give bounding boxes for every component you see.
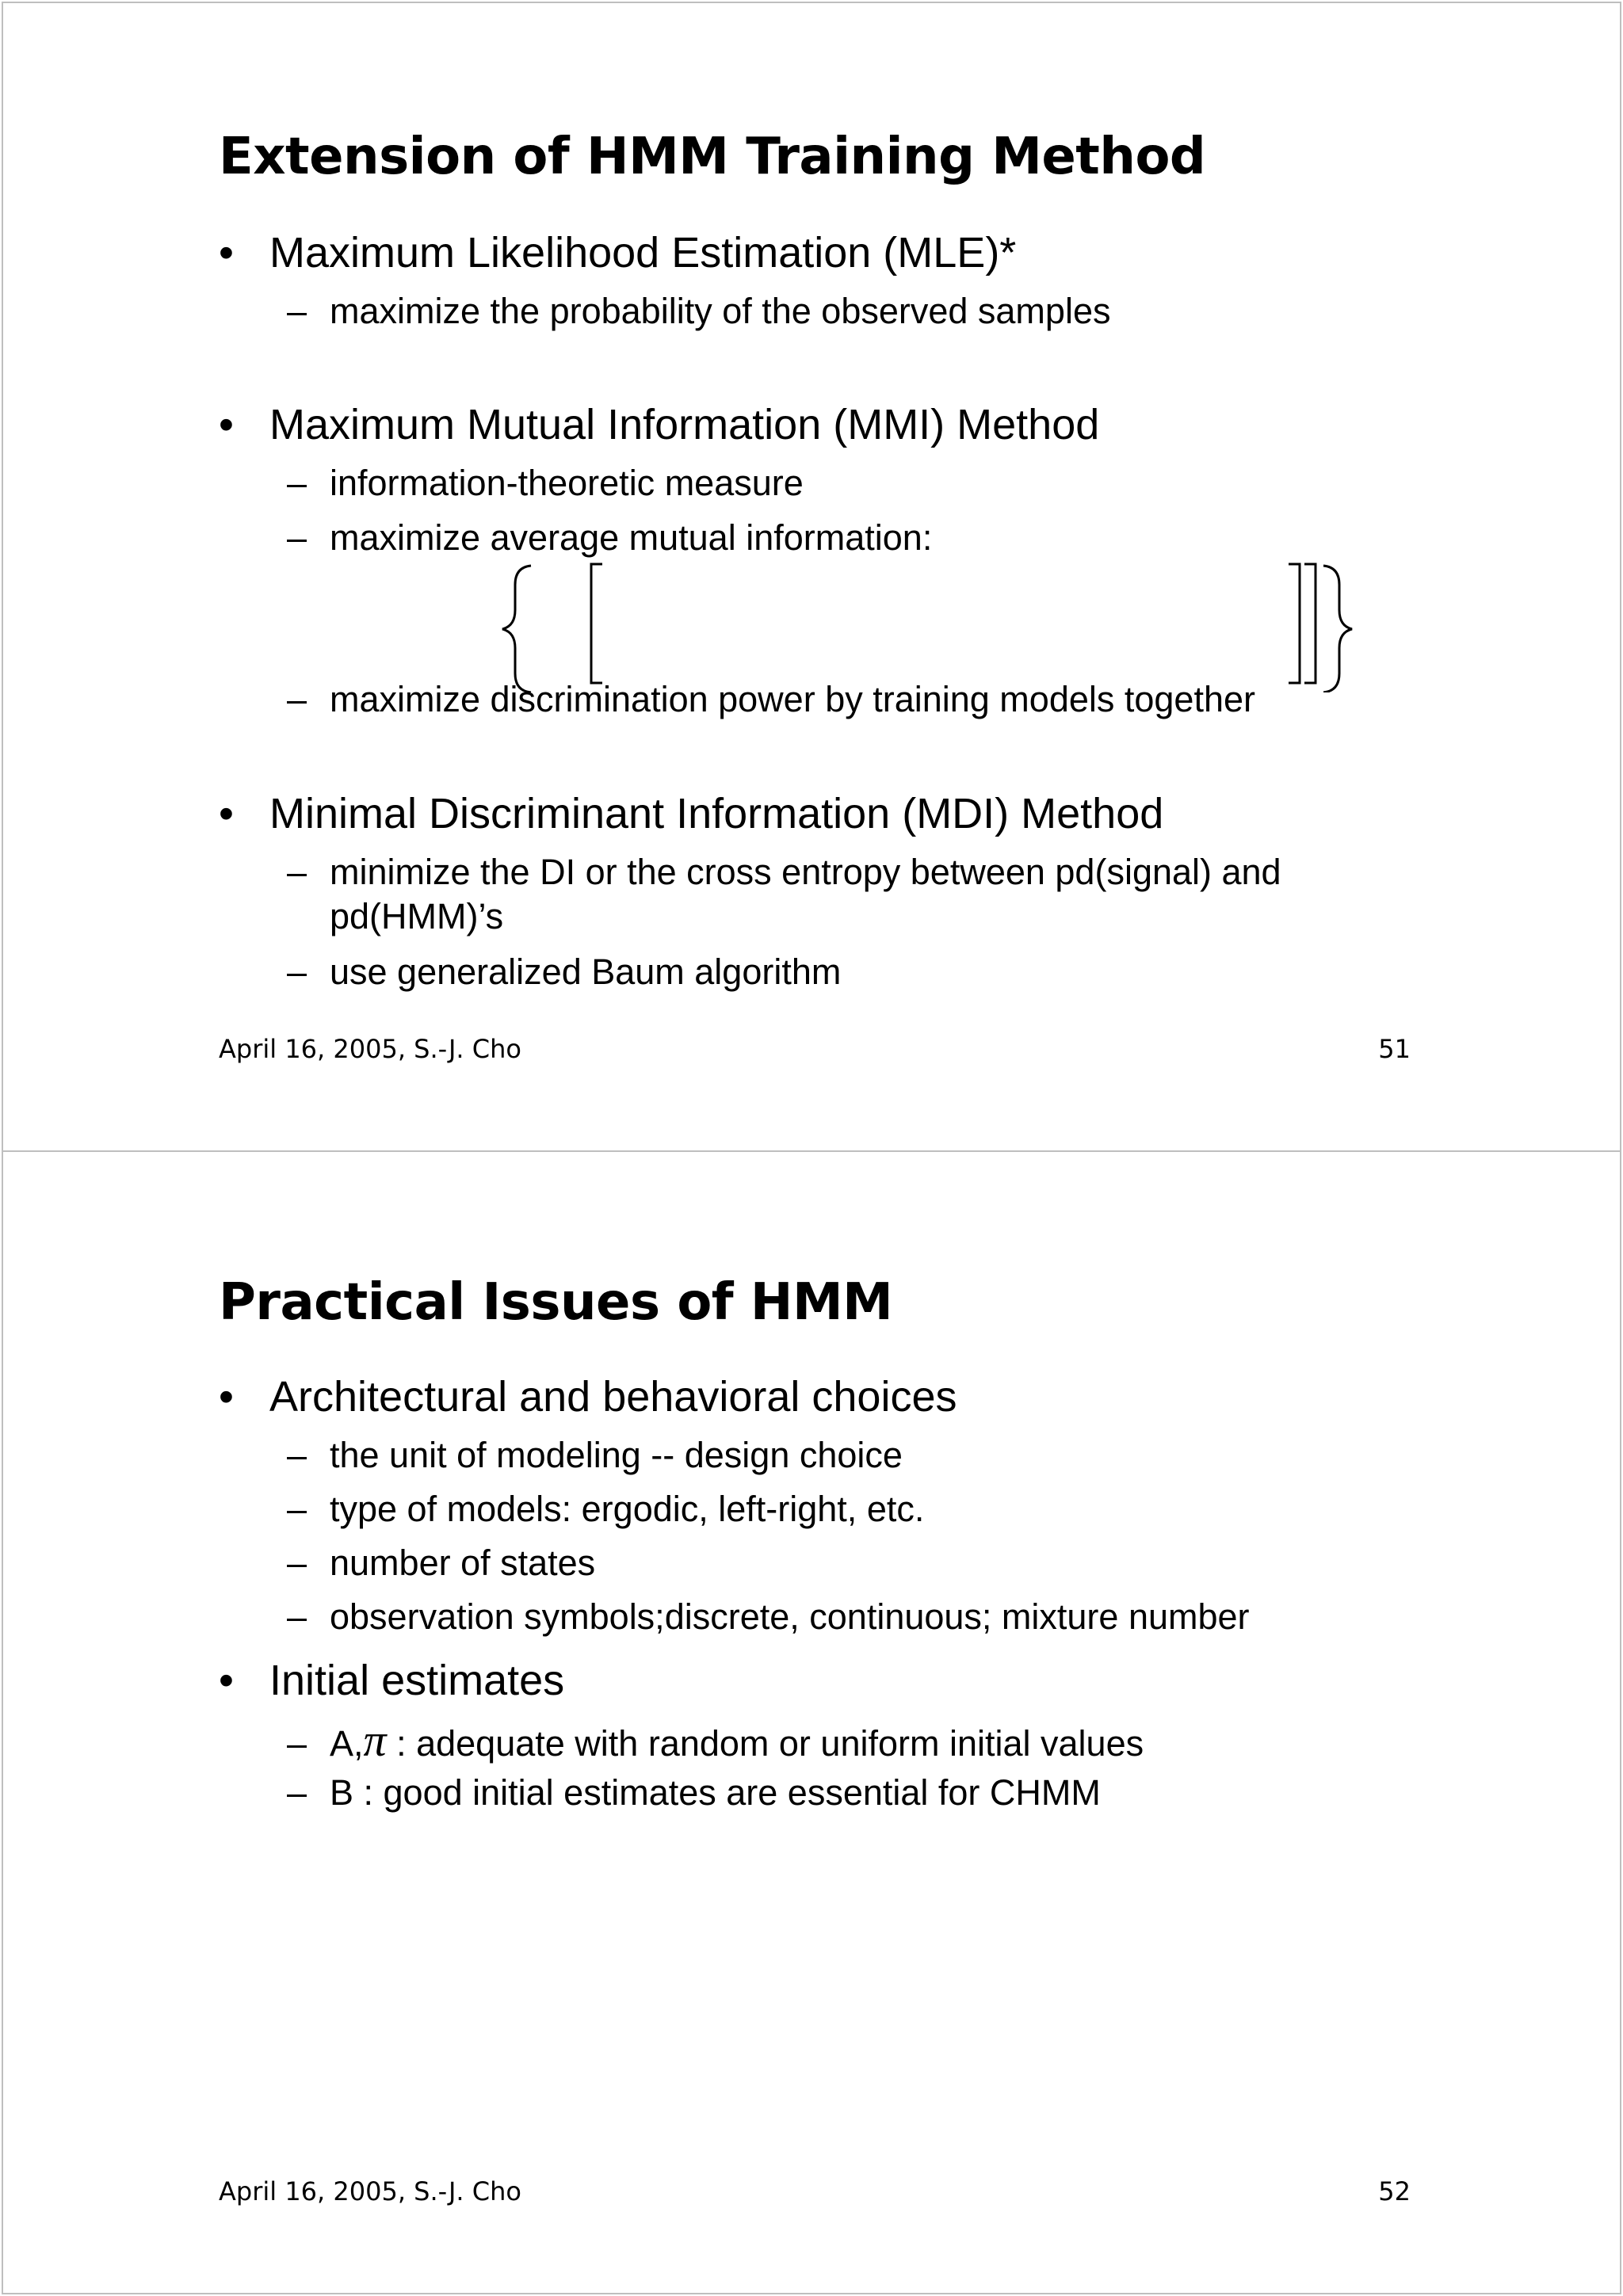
dash-glyph: –	[287, 1596, 307, 1637]
bullet-glyph: •	[219, 1657, 234, 1704]
sub-bullet	[287, 517, 933, 558]
sub-bullet	[287, 681, 1255, 717]
sub-bullet	[287, 1596, 1250, 1637]
bullet-text: Maximum Mutual Information (MMI) Method	[269, 401, 1100, 448]
bullet-glyph: •	[219, 1373, 234, 1421]
sub-bullet-text: maximize discrimination power by training models together	[330, 679, 1256, 719]
dash-glyph: –	[287, 1435, 307, 1475]
bullet-text: Initial estimates	[269, 1657, 565, 1704]
bullet-mmi	[219, 403, 1099, 446]
bullet-text: Maximum Likelihood Estimation (MLE)*	[269, 229, 1017, 277]
dash-glyph: –	[287, 1723, 307, 1764]
dash-glyph: –	[287, 1772, 307, 1813]
sub-bullet-text: observation symbols;discrete, continuous; mixture number	[330, 1596, 1250, 1637]
footer-author-date: April 16, 2005, S.-J. Cho	[219, 1034, 521, 1064]
page-number: 51	[1378, 1034, 1411, 1064]
right-bracket-outer	[1304, 564, 1316, 683]
sub-bullet	[287, 293, 1110, 329]
bullet-text: Minimal Discriminant Information (MDI) Method	[269, 790, 1164, 837]
sub-bullet-text: use generalized Baum algorithm	[330, 952, 842, 992]
sub-bullet	[287, 465, 804, 501]
sub-bullet-text: the unit of modeling -- design choice	[330, 1435, 903, 1475]
slide-title: Extension of HMM Training Method	[219, 128, 1206, 186]
sub-bullet-text: information-theoretic measure	[330, 463, 804, 503]
left-brace	[502, 566, 531, 692]
sub-bullet-text: number of states	[330, 1543, 596, 1583]
mmi-formula	[273, 558, 1366, 692]
pi-symbol: π	[363, 1714, 387, 1766]
right-brace	[1323, 566, 1352, 692]
sub-bullet-text: maximize average mutual information:	[330, 517, 933, 558]
slide-51	[2, 2, 1621, 1152]
dash-glyph: –	[287, 291, 307, 331]
dash-glyph: –	[287, 463, 307, 503]
sub-bullet	[287, 954, 841, 990]
bullet-glyph: •	[219, 229, 234, 277]
formula-svg	[273, 558, 1366, 692]
sub-bullet-text-rest: : adequate with random or uniform initial values	[386, 1723, 1144, 1764]
bullet-glyph: •	[219, 790, 234, 837]
left-bracket	[591, 564, 602, 683]
slide-52	[2, 1150, 1621, 2294]
sub-bullet	[287, 854, 1281, 890]
bullet-architectural	[219, 1373, 957, 1421]
sub-bullet	[287, 1491, 924, 1527]
dash-glyph: –	[287, 1489, 307, 1529]
dash-glyph: –	[287, 852, 307, 892]
sub-bullet-continuation: pd(HMM)’s	[330, 896, 504, 936]
slide-title: Practical Issues of HMM	[219, 1273, 893, 1332]
dash-glyph: –	[287, 679, 307, 719]
right-bracket-inner	[1289, 564, 1300, 683]
dash-glyph: –	[287, 517, 307, 558]
bullet-text: Architectural and behavioral choices	[269, 1373, 957, 1421]
bullet-mdi	[219, 792, 1163, 835]
sub-bullet	[287, 1772, 1101, 1813]
bullet-mle	[219, 229, 1017, 277]
sub-bullet-text: B : good initial estimates are essential for CHMM	[330, 1772, 1101, 1813]
dash-glyph: –	[287, 952, 307, 992]
bullet-glyph: •	[219, 401, 234, 448]
dash-glyph: –	[287, 1543, 307, 1583]
sub-bullet-text: type of models: ergodic, left-right, etc.	[330, 1489, 925, 1529]
sub-bullet	[287, 1545, 595, 1581]
page-number: 52	[1378, 2176, 1411, 2206]
sub-bullet-text: A,	[330, 1723, 364, 1764]
sub-bullet-text: minimize the DI or the cross entropy between pd(signal) and	[330, 852, 1281, 892]
sub-bullet	[287, 1437, 903, 1473]
sub-bullet-pi	[287, 1714, 1144, 1766]
bullet-initial-estimates	[219, 1659, 564, 1702]
sub-bullet-text: maximize the probability of the observed samples	[330, 291, 1111, 331]
footer-author-date: April 16, 2005, S.-J. Cho	[219, 2176, 521, 2206]
